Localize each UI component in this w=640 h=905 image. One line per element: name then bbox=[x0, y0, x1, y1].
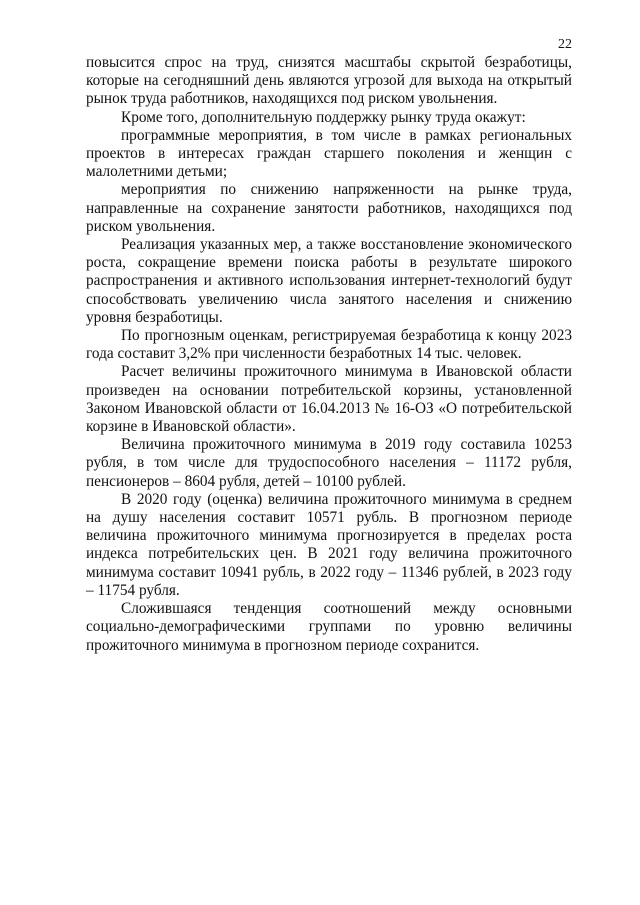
paragraph-subsistence-calculation: Расчет величины прожиточного минимума в Ивановской области произведен на основании потребительской корзины, установленной Законом Ивановской области от 16.04.2013 № 16-ОЗ «О потребительской корзине в Ивановской области». bbox=[86, 363, 572, 436]
paragraph-tension-measures: мероприятия по снижению напряженности на рынке труда, направленные на сохранение занятости работников, находящихся под риском увольнения. bbox=[86, 181, 572, 235]
page-number: 22 bbox=[558, 37, 572, 52]
paragraph-conclusion: Сложившаяся тенденция соотношений между основными социально-демографическими группами по уровню величины прожиточного минимума в прогнозном периоде сохранится. bbox=[86, 600, 572, 654]
paragraph-subsistence-2019: Величина прожиточного минимума в 2019 году составила 10253 рубля, в том числе для трудоспособного населения – 11172 рубля, пенсионеров – 8604 рубля, детей – 10100 рублей. bbox=[86, 436, 572, 490]
paragraph-subsistence-forecast: В 2020 году (оценка) величина прожиточного минимума в среднем на душу населения составит 10571 рубль. В прогнозном периоде величина прожиточного минимума прогнозируется в пределах роста индекса потребительских цен. В 2021 году величина прожиточного минимума составит 10941 рубль, в 2022 году – 11346 рублей, в 2023 году – 11754 рубля. bbox=[86, 490, 572, 599]
paragraph-support-intro: Кроме того, дополнительную поддержку рынку труда окажут: bbox=[121, 108, 526, 126]
document-body bbox=[86, 54, 572, 655]
paragraph-continued: повысится спрос на труд, снизятся масштабы скрытой безработицы, которые на сегодняшний день являются угрозой для выхода на открытый рынок труда работников, находящихся под риском увольнения. bbox=[86, 54, 572, 108]
paragraph-implementation: Реализация указанных мер, а также восстановление экономического роста, сокращение времени поиска работы в результате широкого распространения и активного использования интернет-технологий будут способствовать увеличению числа занятого населения и снижению уровня безработицы. bbox=[86, 236, 572, 326]
paragraph-program-measures: программные мероприятия, в том числе в рамках региональных проектов в интересах граждан старшего поколения и женщин с малолетними детьми; bbox=[86, 126, 572, 181]
paragraph-unemployment-forecast: По прогнозным оценкам, регистрируемая безработица к концу 2023 года составит 3,2% при численности безработных 14 тыс. человек. bbox=[86, 327, 572, 363]
